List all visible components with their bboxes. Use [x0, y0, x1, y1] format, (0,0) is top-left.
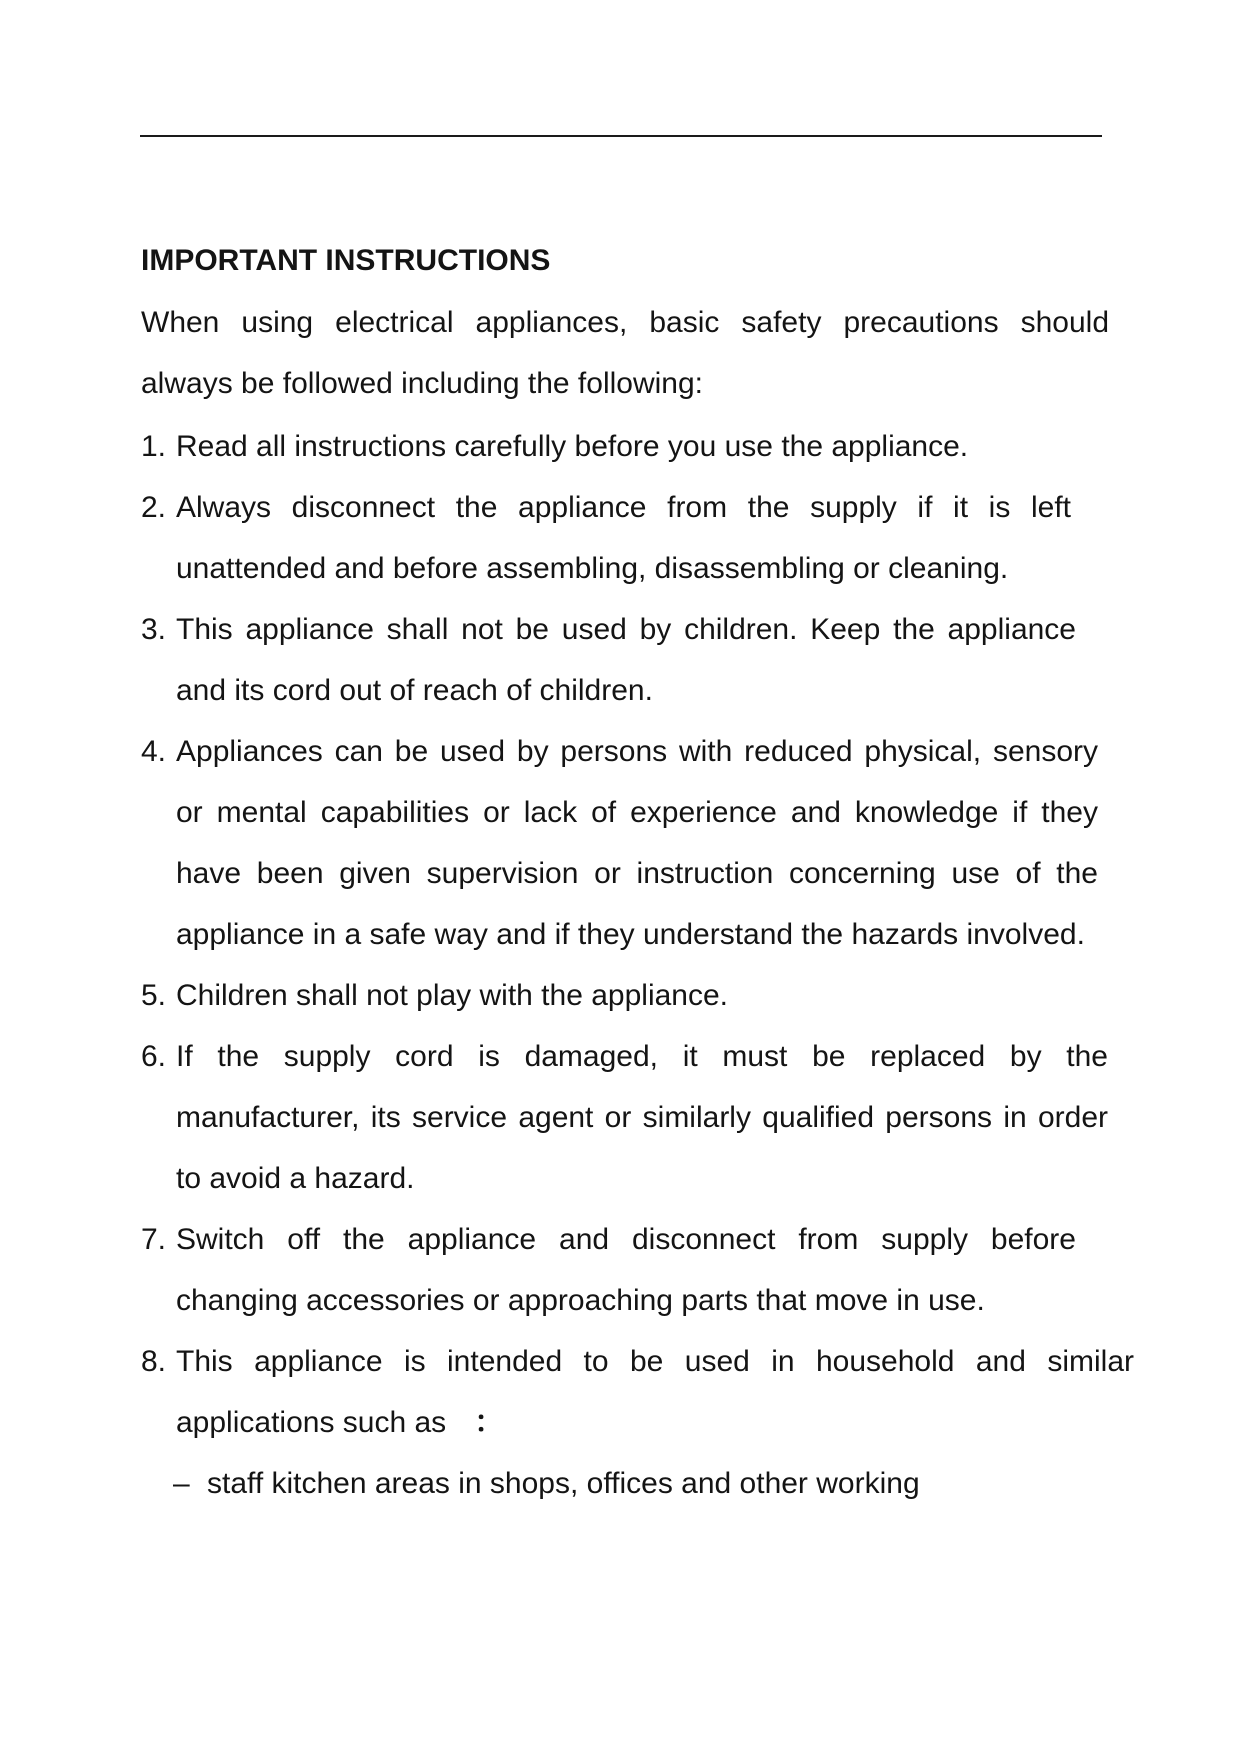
list-item [141, 965, 1131, 1026]
item-number: 2. [141, 491, 167, 524]
sub-list-item [141, 1453, 1160, 1514]
item-text: Read all instructions carefully before you use the appliance. [176, 430, 969, 463]
list-item [141, 599, 1131, 721]
item-text-wrapper [176, 1331, 1134, 1453]
item-number: 8. [141, 1345, 167, 1378]
instruction-list [141, 416, 1134, 1453]
item-text: If the supply cord is damaged, it must be replaced by the manufacturer, its service agent or similarly qualified persons in order to avoid a hazard. [176, 1040, 1108, 1195]
list-item [141, 1026, 1131, 1209]
item-text: Switch off the appliance and disconnect from supply before changing accessories or approaching parts that move in use. [176, 1223, 1076, 1317]
item-colon: ： [474, 1405, 505, 1440]
item-text: Always disconnect the appliance from the supply if it is left unattended and before assembling, disassembling or cleaning. [176, 491, 1071, 585]
item-number: 4. [141, 735, 167, 768]
item-number: 5. [141, 979, 167, 1012]
intro-paragraph: When using electrical appliances, basic safety precautions should always be followed including the following: [141, 306, 1109, 400]
list-item [141, 1331, 1134, 1453]
instructions-section [141, 237, 1134, 1514]
list-item [141, 477, 1131, 599]
section-title: IMPORTANT INSTRUCTIONS [141, 244, 551, 277]
dash-marker: – [173, 1467, 190, 1500]
item-text: Appliances can be used by persons with reduced physical, sensory or mental capabilities or lack of experience and knowledge if they have been given supervision or instruction concerning use of the appliance in a safe way and if they understand the hazards involved. [176, 735, 1098, 951]
header-rule [140, 135, 1102, 137]
item-number: 6. [141, 1040, 167, 1073]
item-number: 1. [141, 430, 167, 463]
list-item [141, 721, 1131, 965]
list-item [141, 416, 1131, 477]
list-item [141, 1209, 1131, 1331]
item-text: Children shall not play with the appliance. [176, 979, 728, 1012]
item-number: 3. [141, 613, 167, 646]
sub-item-text: staff kitchen areas in shops, offices and other working [207, 1467, 920, 1500]
item-text: This appliance is intended to be used in household and similar applications such as [176, 1345, 1134, 1439]
item-number: 7. [141, 1223, 167, 1256]
item-text: This appliance shall not be used by children. Keep the appliance and its cord out of reach of children. [176, 613, 1076, 707]
